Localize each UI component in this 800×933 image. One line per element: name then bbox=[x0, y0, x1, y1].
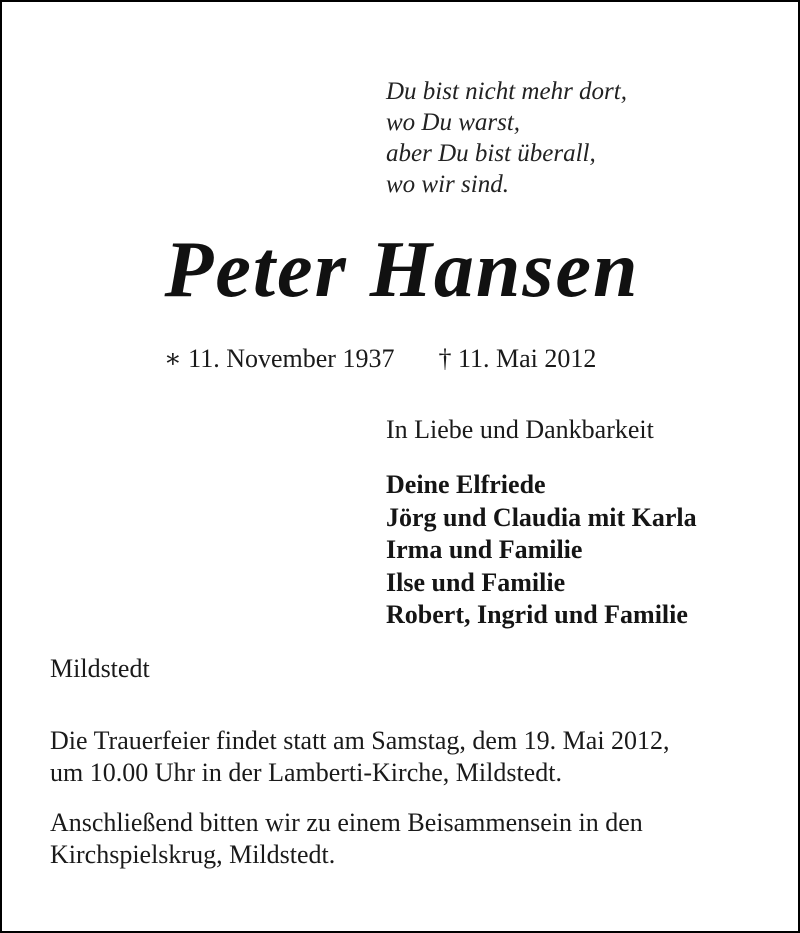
ceremony-paragraph bbox=[50, 725, 670, 789]
mourner-entry: Ilse und Familie bbox=[386, 567, 566, 597]
mourners-list bbox=[386, 469, 697, 632]
poem-line: Du bist nicht mehr dort, bbox=[386, 78, 627, 105]
ceremony-line: um 10.00 Uhr in der Lamberti-Kirche, Mildstedt. bbox=[50, 758, 562, 787]
life-dates bbox=[164, 342, 596, 376]
poem-line: wo Du warst, bbox=[386, 109, 521, 136]
dedication-text: In Liebe und Dankbarkeit bbox=[386, 415, 654, 444]
gathering-line: Kirchspielskrug, Mildstedt. bbox=[50, 840, 336, 869]
gathering-paragraph bbox=[50, 807, 643, 871]
deceased-name: Peter Hansen bbox=[164, 226, 640, 314]
poem-verse bbox=[386, 76, 627, 200]
ceremony-line: Die Trauerfeier findet statt am Samstag, dem 19. Mai 2012, bbox=[50, 726, 670, 755]
place-name: Mildstedt bbox=[50, 654, 150, 683]
birth-date: ∗ 11. November 1937 bbox=[164, 344, 395, 373]
gathering-line: Anschließend bitten wir zu einem Beisammensein in den bbox=[50, 808, 643, 837]
mourner-entry: Jörg und Claudia mit Karla bbox=[386, 502, 697, 532]
poem-line: wo wir sind. bbox=[386, 171, 509, 198]
mourner-entry: Deine Elfriede bbox=[386, 470, 546, 499]
poem-line: aber Du bist überall, bbox=[386, 140, 596, 167]
mourner-entry: Robert, Ingrid und Familie bbox=[386, 600, 688, 629]
mourner-entry: Irma und Familie bbox=[386, 535, 583, 564]
death-date: † 11. Mai 2012 bbox=[438, 344, 597, 373]
